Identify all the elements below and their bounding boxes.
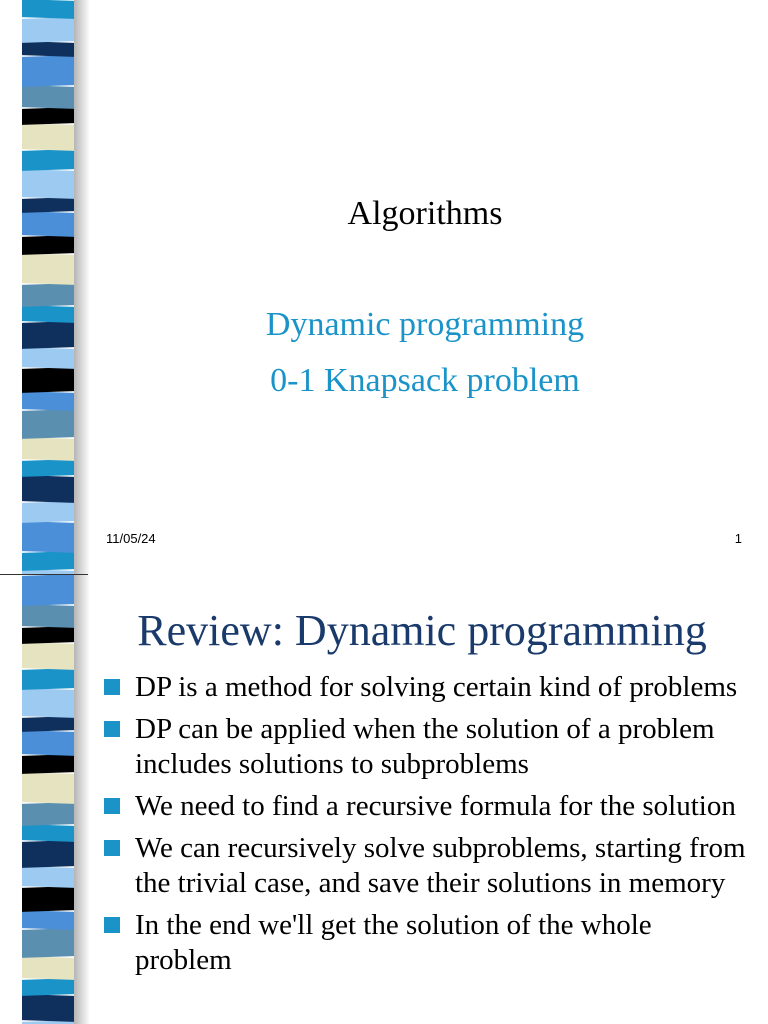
stripe-segment [22,409,74,439]
decorative-stripe-bar [22,0,76,575]
stripe-segment [22,772,74,804]
stripe-segment [22,642,74,670]
stripe-segment [22,730,74,756]
slide-2 [0,575,768,1024]
subtitle-line-1: Dynamic programming [265,306,585,343]
stripe-segment [22,211,74,237]
subtitle-line-2: 0-1 Knapsack problem [270,362,580,399]
stripe-segment [22,840,74,868]
stripe-segment [22,910,74,930]
bullet-text: In the end we'll get the solution of the whole problem [135,909,652,976]
stripe-segment [22,55,74,87]
stripe-segment [22,886,74,912]
square-bullet-icon [104,840,120,856]
stripe-segment [22,551,74,571]
bullet-item [104,670,754,705]
bullet-text: We can recursively solve subproblems, starting from the trivial case, and save their solutions in memory [135,832,746,899]
stripe-segment [22,994,74,1022]
slide-title: Algorithms [347,195,503,232]
stripe-segment [22,235,74,255]
stripe-segment [22,347,74,369]
bullet-text: DP can be applied when the solution of a problem includes solutions to subproblems [135,713,715,780]
stripe-segment [22,0,74,19]
stripe-segment [22,575,74,606]
bullet-list [104,670,754,985]
page-number: 1 [734,531,742,546]
stripe-segment [22,716,74,732]
stripe-segment [22,367,74,393]
stripe-segment [22,41,74,57]
stripe-segment [22,253,74,285]
stripe-segment [22,928,74,958]
bullet-item [104,831,754,901]
stripe-segment [22,149,74,171]
stripe-segment [22,283,74,307]
bullet-item [104,712,754,782]
stripe-segment [22,604,74,628]
square-bullet-icon [104,721,120,737]
stripe-segment [22,978,74,996]
slide-title: Review: Dynamic programming [137,606,707,655]
bullet-item [104,789,754,824]
bullet-text: We need to find a recursive formula for the solution [135,790,736,822]
stripe-segment [22,459,74,477]
stripe-segment [22,85,74,109]
square-bullet-icon [104,679,120,695]
square-bullet-icon [104,798,120,814]
stripe-segment [22,123,74,151]
stripe-segment [22,802,74,826]
slide-date: 11/05/24 [106,531,156,546]
bullet-text: DP is a method for solving certain kind of problems [135,671,738,703]
bullet-item [104,908,754,978]
stripe-segment [22,866,74,888]
stripe-segment [22,391,74,411]
stripe-segment [22,626,74,644]
decorative-stripe-bar [22,575,76,1024]
stripe-segment [22,305,74,323]
stripe-segment [22,321,74,349]
square-bullet-icon [104,917,120,933]
stripe-segment [22,169,74,199]
stripe-segment [22,521,74,553]
stripe-segment [22,668,74,690]
stripe-segment [22,501,74,523]
stripe-segment [22,688,74,718]
stripe-segment [22,437,74,461]
stripe-segment [22,824,74,842]
stripe-segment [22,197,74,213]
stripe-segment [22,956,74,980]
stripe-segment [22,107,74,125]
stripe-segment [22,17,74,43]
stripe-segment [22,475,74,503]
stripe-segment [22,754,74,774]
